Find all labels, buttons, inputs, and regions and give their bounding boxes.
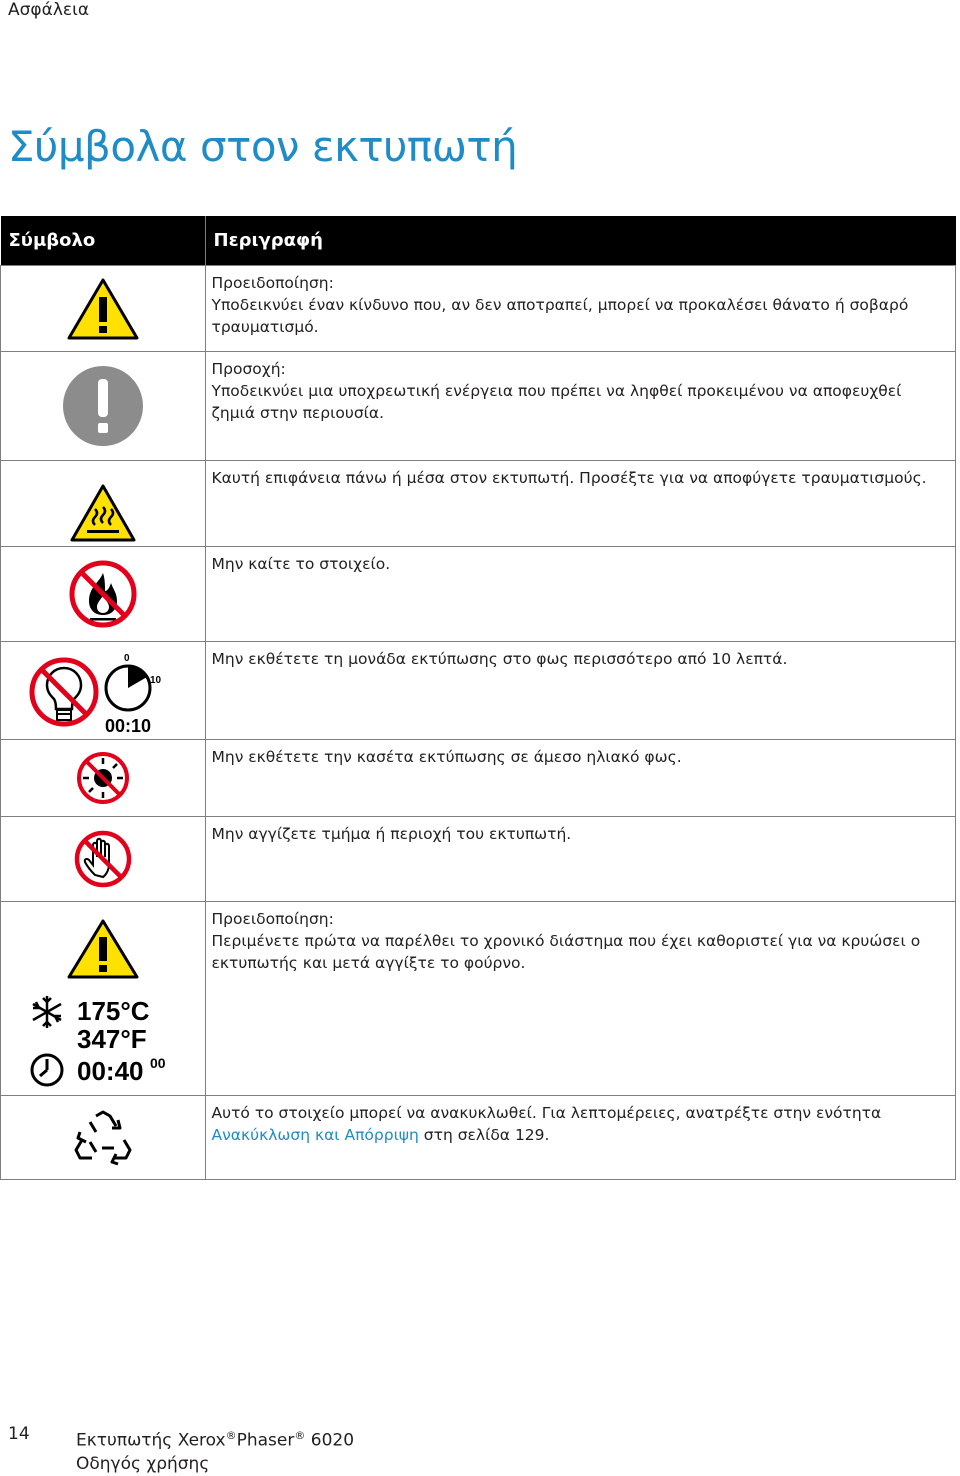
table-row	[1, 547, 956, 642]
timer-zero-label: 0	[123, 652, 130, 664]
no-touch-icon	[73, 829, 133, 889]
row-text: Υποδεικνύει έναν κίνδυνο που, αν δεν αποτραπεί, μπορεί να προκαλέσει θάνατο ή σοβαρό τραυματισμό.	[211, 296, 909, 336]
row-title: Προειδοποίηση:	[211, 910, 334, 928]
table-header-row	[1, 216, 956, 266]
row-title: Προειδοποίηση:	[211, 274, 334, 292]
footer-product	[76, 1424, 354, 1476]
product-brand: Εκτυπωτής Xerox	[76, 1430, 226, 1451]
guide-title: Οδηγός χρήσης	[76, 1453, 210, 1474]
table-row	[1, 1096, 956, 1180]
row-text: Περιμένετε πρώτα να παρέλθει το χρονικό διάστημα που έχει καθοριστεί για να κρυώσει ο εκτυπωτής και μετά αγγίξτε το φούρνο.	[211, 932, 921, 972]
page-title: Σύμβολα στον εκτυπωτή	[8, 122, 518, 171]
row-text-after: στη σελίδα 129.	[423, 1126, 550, 1144]
table-row	[1, 266, 956, 352]
row-text: Αυτό το στοιχείο μπορεί να ανακυκλωθεί. Για λεπτομέρειες, ανατρέξτε στην ενότητα	[211, 1104, 882, 1122]
table-row	[1, 902, 956, 1096]
row-text: Μην εκθέτετε τη μονάδα εκτύπωσης στο φως περισσότερο από 10 λεπτά.	[211, 650, 788, 668]
recycle-icon	[72, 1108, 134, 1168]
warning-triangle-icon	[67, 277, 139, 341]
table-row	[1, 642, 956, 740]
recycling-link[interactable]: Ανακύκλωση και Απόρριψη	[211, 1126, 419, 1144]
column-header-description: Περιγραφή	[205, 216, 956, 266]
timer-label: 00:10	[104, 715, 151, 736]
row-text: Μην εκθέτετε την κασέτα εκτύπωσης σε άμεσο ηλιακό φως.	[211, 748, 682, 766]
row-text: Μην καίτε το στοιχείο.	[211, 555, 391, 573]
page-number: 14	[8, 1424, 30, 1444]
column-header-symbol: Σύμβολο	[1, 216, 206, 266]
table-row	[1, 461, 956, 547]
section-header: Ασφάλεια	[8, 0, 90, 20]
cooldown-time-icon	[29, 994, 179, 1090]
row-text: Μην αγγίζετε τμήμα ή περιοχή του εκτυπωτή.	[211, 825, 572, 843]
row-text: Καυτή επιφάνεια πάνω ή μέσα στον εκτυπωτή. Προσέξτε για να αποφύγετε τραυματισμούς.	[211, 469, 927, 487]
caution-circle-icon	[62, 365, 144, 447]
registered-mark: ®	[225, 1429, 237, 1442]
row-text: Υποδεικνύει μια υποχρεωτική ενέργεια που πρέπει να ληφθεί προκειμένου να αποφευχθεί ζημιά στην περιουσία.	[211, 382, 902, 422]
product-number: 6020	[310, 1430, 355, 1451]
no-burn-icon	[68, 559, 138, 629]
hot-surface-icon	[70, 483, 136, 543]
warning-triangle-icon	[67, 918, 139, 980]
row-title: Προσοχή:	[211, 360, 286, 378]
product-model: Phaser	[236, 1430, 295, 1451]
temp-celsius: 175°C	[77, 996, 150, 1026]
timer-ten-label: 10	[149, 674, 161, 686]
symbols-table	[0, 216, 956, 1180]
registered-mark: ®	[294, 1429, 306, 1442]
table-row	[1, 352, 956, 461]
no-sunlight-icon	[75, 750, 131, 806]
cooldown-time: 00:40	[77, 1056, 144, 1086]
table-row	[1, 740, 956, 817]
no-light-exposure-icon	[28, 646, 178, 736]
temp-fahrenheit: 347°F	[77, 1024, 147, 1054]
cooldown-time-sup: 00	[150, 1055, 166, 1071]
table-row	[1, 817, 956, 902]
